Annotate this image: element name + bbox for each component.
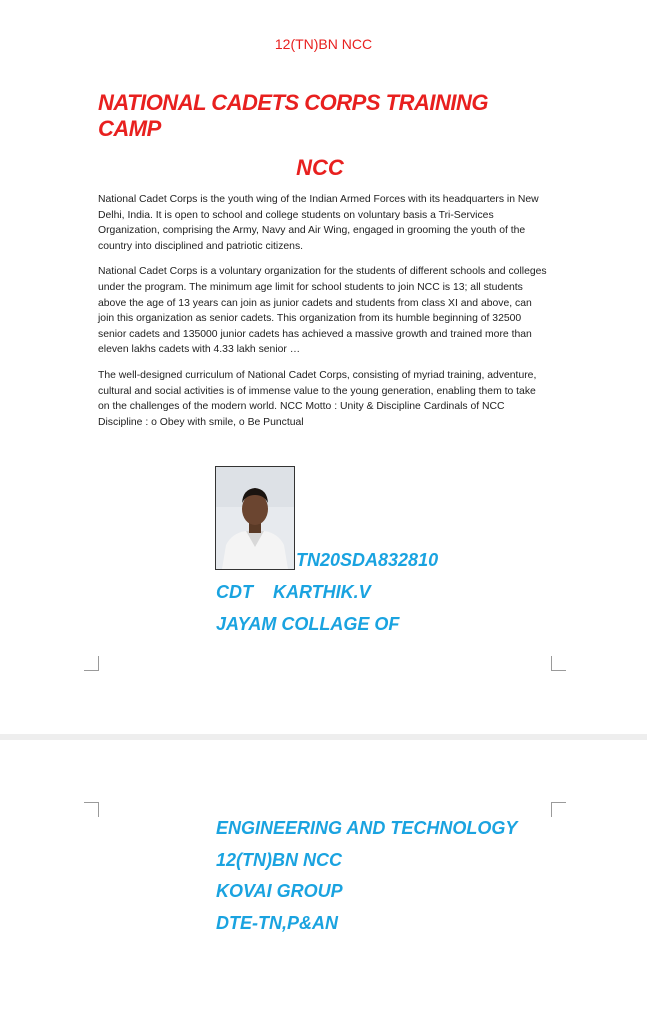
document-title: NATIONAL CADETS CORPS TRAINING CAMP	[98, 90, 488, 141]
page-header: 12(TN)BN NCC	[274, 36, 373, 52]
directorate-line: DTE-TN,P&AN	[216, 913, 338, 933]
document-page-2	[0, 740, 647, 1024]
page-margin-mark	[551, 802, 566, 817]
college-name-line: ENGINEERING AND TECHNOLOGY	[216, 818, 518, 838]
paragraph: National Cadet Corps is a voluntary organization for the students of different schools and colleges under the program. The minimum age limit for school students to join NCC is 13; all students above the age of 13 years can join as junior cadets and students from class XI and above, can join this organization as senior cadets. This organization from its humble beginning of 32500 senior cadets and 135000 junior cadets has achieved a massive growth and trained more than eleven lakhs cadets with 4.33 lakh senior …	[98, 266, 547, 356]
document-subtitle: NCC	[296, 155, 344, 180]
page-margin-mark	[551, 656, 566, 671]
body-text	[98, 192, 550, 440]
cadet-name: CDT KARTHIK.V	[216, 582, 371, 602]
battalion-line: 12(TN)BN NCC	[216, 850, 342, 870]
paragraph: The well-designed curriculum of National Cadet Corps, consisting of myriad training, adventure, cultural and social activities is of immense value to the young generation, enabling them to take on the challenges of the modern world. NCC Motto : Unity & Discipline Cardinals of NCC Discipline : o Obey with smile, o Be Punctual	[98, 369, 537, 428]
group-line: KOVAI GROUP	[216, 881, 343, 901]
cadet-portrait-image	[216, 467, 294, 569]
college-name-line: JAYAM COLLAGE OF	[216, 614, 400, 634]
paragraph: National Cadet Corps is the youth wing of the Indian Armed Forces with its headquarters in New Delhi, India. It is open to school and college students on voluntary basis a Tri-Services Organization, comprising the Army, Navy and Air Wing, engaged in grooming the youth of the country into disciplined and patriotic citizens.	[98, 194, 539, 252]
page-margin-mark	[84, 656, 99, 671]
cadet-photo	[215, 466, 295, 570]
page-margin-mark	[84, 802, 99, 817]
cadet-id: TN20SDA832810	[296, 550, 439, 570]
